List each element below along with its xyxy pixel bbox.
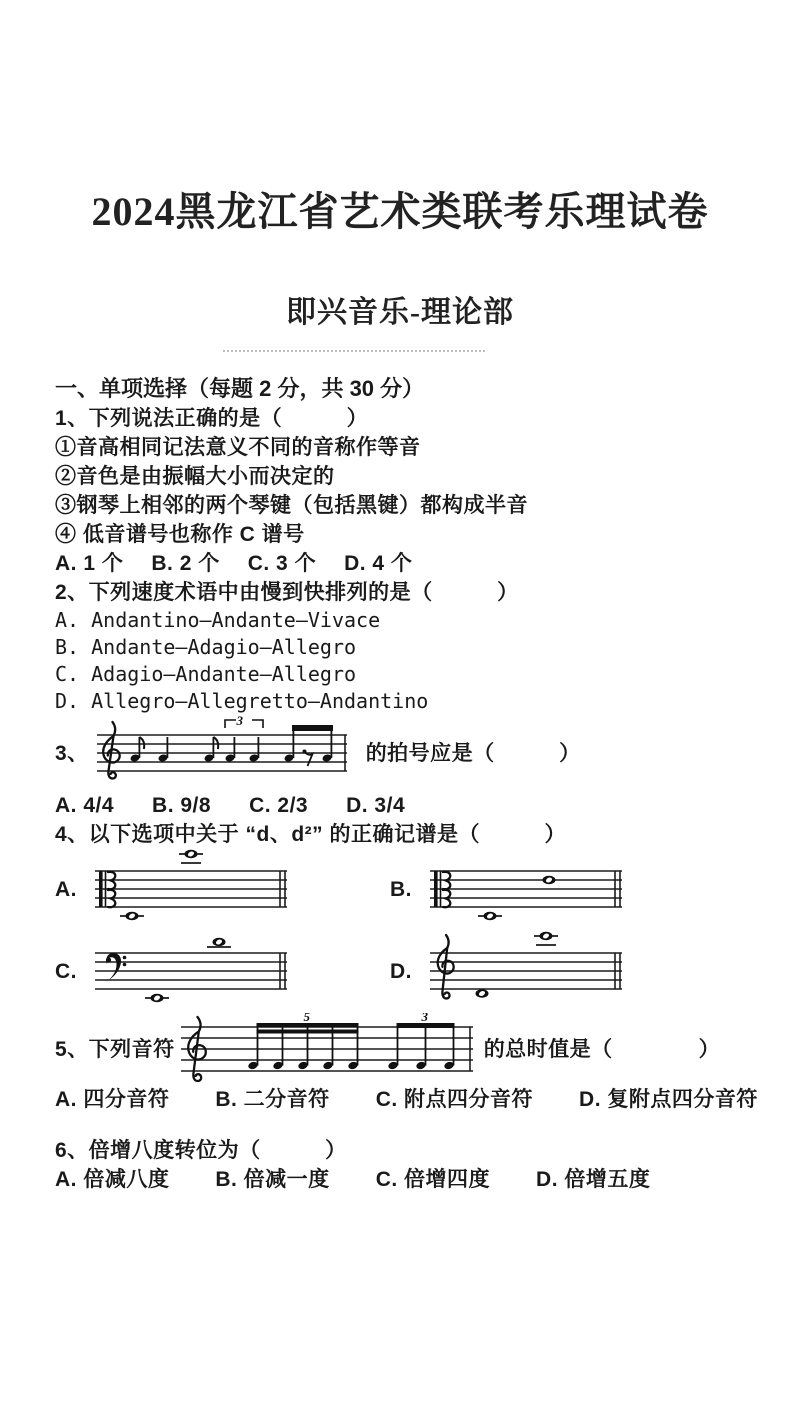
q1-options: [55, 549, 800, 578]
page-title: 2024黑龙江省艺术类联考乐理试卷: [91, 189, 709, 234]
staff-lines-icon: [95, 871, 287, 907]
q4-staff-b-alto-clef: [430, 847, 625, 931]
whole-note-high-icon: [534, 932, 558, 945]
q2-option-c: C. Adagio—Andante—Allegro: [55, 662, 357, 686]
section-heading: 一、单项选择（每题 2 分，共 30 分）: [55, 376, 425, 401]
q1-statement-2: ②音色是由振幅大小而决定的: [55, 465, 335, 488]
eighth-rest-icon: [302, 750, 312, 767]
q4-label-c: C.: [55, 959, 77, 983]
whole-note-low-icon: [476, 989, 489, 997]
q5-tuplet-5: 5: [303, 1013, 311, 1024]
q4-staff-d-treble-clef: [430, 929, 625, 1013]
q6-option-d: D. 倍增五度: [536, 1168, 651, 1191]
whole-note-high-icon: [207, 938, 231, 947]
q3-number: 3、: [55, 741, 89, 765]
q5-option-d: D. 复附点四分音符: [579, 1088, 758, 1111]
q5-row: [55, 1013, 800, 1085]
q1-option-c: C. 3 个: [247, 552, 317, 575]
q2-option-d: D. Allegro—Allegretto—Andantino: [55, 689, 429, 713]
q5-option-a: A. 四分音符: [55, 1088, 170, 1111]
q3-option-b: B. 9/8: [152, 794, 212, 817]
treble-clef-icon: [103, 722, 119, 779]
q6-options: [55, 1165, 800, 1194]
triplet-group-icon: [387, 1013, 454, 1070]
q5-option-c: C. 附点四分音符: [375, 1088, 534, 1111]
q6-option-a: A. 倍减八度: [55, 1168, 170, 1191]
whole-note-high-icon: [179, 850, 203, 863]
q4-option-c: [55, 929, 390, 1013]
q6-option-b: B. 倍减一度: [215, 1168, 330, 1191]
q4-label-a: A.: [55, 877, 77, 901]
q5-note-staff: [181, 1013, 476, 1085]
whole-note-low-icon: [478, 912, 502, 920]
q4-row-cd: [55, 929, 800, 1013]
q1-statement-1: ①音高相同记法意义不同的音称作等音: [55, 436, 421, 459]
q4-option-a: [55, 847, 390, 931]
q3-option-a: A. 4/4: [55, 794, 115, 817]
bass-clef-icon: [106, 953, 126, 982]
whole-note-low-icon: [145, 994, 169, 1002]
quintuplet-group-icon: [247, 1013, 358, 1070]
alto-clef-icon: [99, 871, 115, 907]
q3-row: [55, 715, 800, 791]
q3-rhythm-staff: [97, 715, 352, 791]
q3-tuplet-number: 3: [236, 715, 244, 728]
q4-option-b: [390, 847, 625, 931]
whole-note-low-icon: [120, 912, 144, 920]
triplet-bracket-icon: [225, 715, 263, 728]
page-subtitle: 即兴音乐-理论部: [286, 296, 514, 329]
q4-row-ab: [55, 849, 800, 929]
whole-note-mid-icon: [543, 876, 556, 884]
q5-tuplet-3: 3: [421, 1013, 429, 1024]
q2-prompt: 2、下列速度术语中由慢到快排列的是（ ）: [55, 581, 519, 604]
question-content: [55, 374, 800, 1194]
q2-option-a: A. Andantino—Andante—Vivace: [55, 608, 381, 632]
q6-prompt: 6、倍增八度转位为（ ）: [55, 1139, 347, 1162]
q1-statement-4: ④ 低音谱号也称作 C 谱号: [55, 523, 305, 546]
q4-label-d: D.: [390, 959, 412, 983]
q3-option-d: D. 3/4: [346, 794, 406, 817]
q3-suffix: 的拍号应是（ ）: [365, 741, 581, 765]
staff-lines-icon: [97, 735, 347, 771]
q4-label-b: B.: [390, 877, 412, 901]
q3-options: [55, 791, 800, 820]
q5-options: [55, 1085, 800, 1114]
q5-lead: 5、下列音符: [55, 1037, 175, 1061]
q1-prompt: 1、下列说法正确的是（ ）: [55, 407, 369, 430]
q4-option-d: [390, 929, 625, 1013]
q1-option-b: B. 2 个: [151, 552, 220, 575]
q3-option-c: C. 2/3: [249, 794, 309, 817]
q4-staff-a-alto-clef: [95, 847, 290, 931]
q1-option-a: A. 1 个: [55, 552, 124, 575]
q1-statement-3: ③钢琴上相邻的两个琴键（包括黑键）都构成半音: [55, 494, 528, 517]
q1-option-d: D. 4 个: [344, 552, 413, 575]
staff-lines-icon: [430, 953, 622, 989]
q2-option-b: B. Andante—Adagio—Allegro: [55, 635, 357, 659]
q6-block: [55, 1136, 800, 1194]
q5-option-b: B. 二分音符: [215, 1088, 330, 1111]
q4-staff-c-bass-clef: [95, 929, 290, 1013]
staff-lines-icon: [430, 871, 622, 907]
q4-prompt: 4、以下选项中关于 “d、d²” 的正确记谱是（ ）: [55, 823, 566, 846]
faded-divider: [223, 350, 485, 352]
q5-suffix: 的总时值是（ ）: [483, 1037, 721, 1061]
alto-clef-icon: [434, 871, 450, 907]
q6-option-c: C. 倍增四度: [375, 1168, 491, 1191]
